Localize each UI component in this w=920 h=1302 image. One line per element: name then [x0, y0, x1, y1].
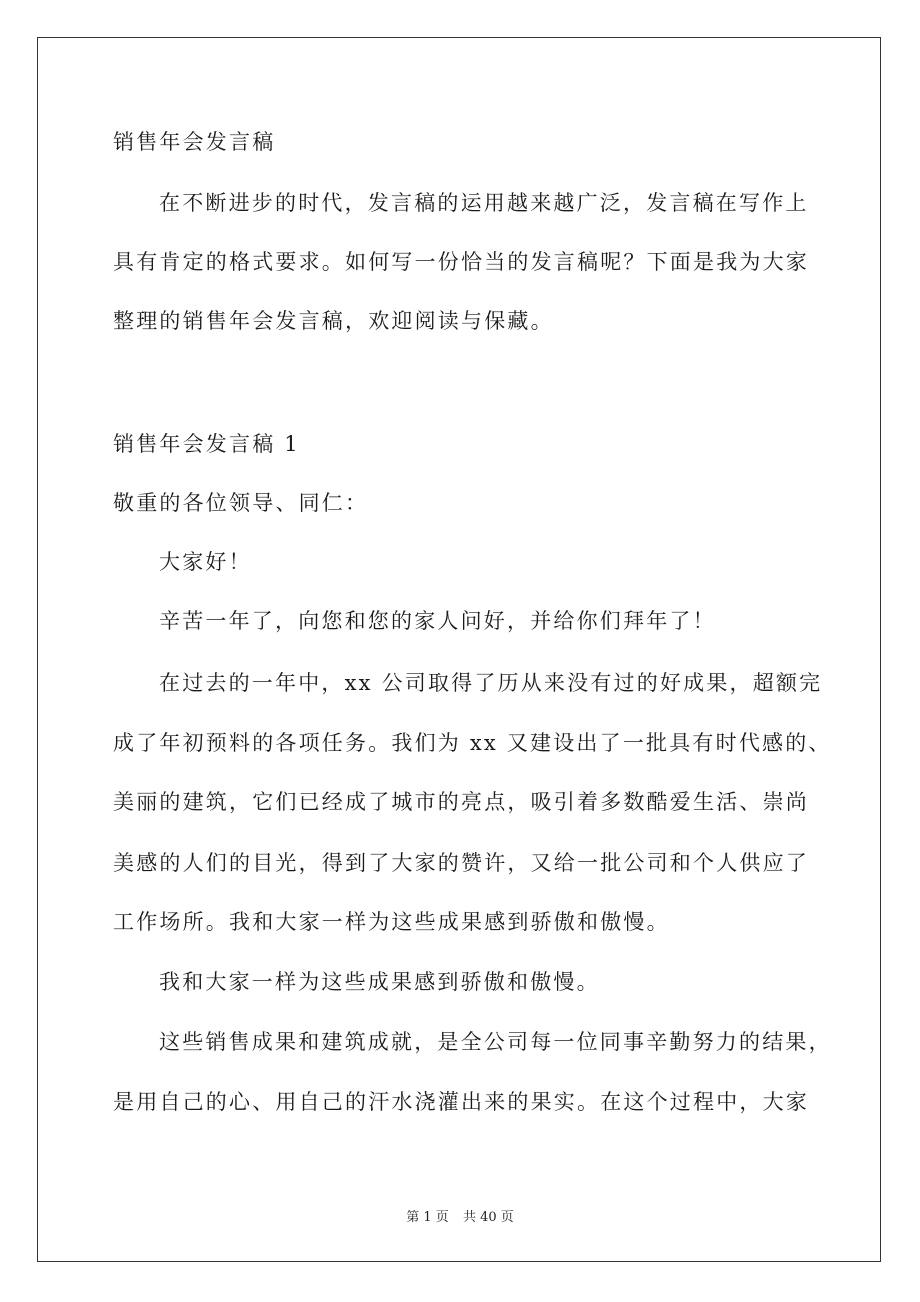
current-page-indicator: 第 1 页 — [406, 1210, 449, 1225]
body-line: 美丽的建筑，它们已经成了城市的亮点，吸引着多数酷爱生活、崇尚 — [113, 790, 809, 814]
body-line: 在过去的一年中，xx 公司取得了历从来没有过的好成果，超额完 — [159, 671, 823, 695]
section-title: 销售年会发言稿 1 — [113, 432, 300, 456]
intro-paragraph-line: 整理的销售年会发言稿，欢迎阅读与保藏。 — [113, 309, 554, 333]
body-line: 是用自己的心、用自己的汗水浇灌出来的果实。在这个过程中，大家 — [113, 1090, 809, 1114]
document-title: 销售年会发言稿 — [113, 130, 276, 154]
body-line: 这些销售成果和建筑成就，是全公司每一位同事辛勤努力的结果， — [159, 1030, 832, 1054]
greeting: 大家好！ — [159, 550, 252, 574]
total-pages-indicator: 共 40 页 — [462, 1210, 514, 1225]
body-line: 我和大家一样为这些成果感到骄傲和傲慢。 — [159, 970, 600, 994]
page-border — [37, 37, 881, 1262]
page-footer — [0, 1206, 920, 1225]
body-line: 美感的人们的目光，得到了大家的赞许，又给一批公司和个人供应了 — [113, 851, 809, 875]
intro-paragraph-line: 在不断进步的时代，发言稿的运用越来越广泛，发言稿在写作上 — [159, 191, 809, 215]
salutation: 敬重的各位领导、同仁： — [113, 491, 369, 515]
intro-paragraph-line: 具有肯定的格式要求。如何写一份恰当的发言稿呢？下面是我为大家 — [113, 250, 809, 274]
body-line: 成了年初预料的各项任务。我们为 xx 又建设出了一批具有时代感的、 — [113, 731, 832, 755]
body-line: 辛苦一年了，向您和您的家人问好，并给你们拜年了！ — [159, 609, 716, 633]
body-line: 工作场所。我和大家一样为这些成果感到骄傲和傲慢。 — [113, 910, 670, 934]
